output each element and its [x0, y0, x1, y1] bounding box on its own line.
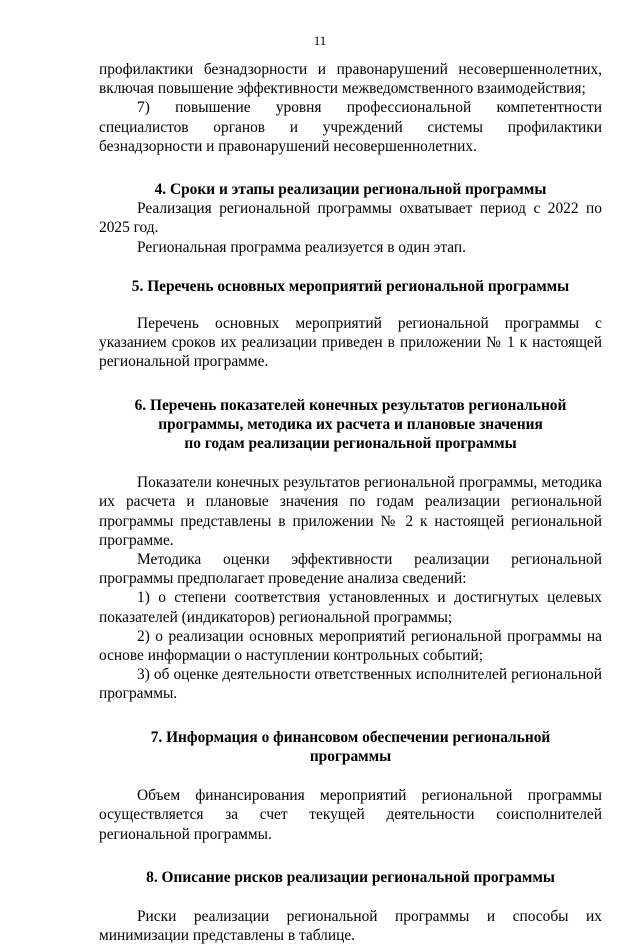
section-6-heading-line: программы, методика их расчета и плановые значения: [158, 415, 543, 433]
section-8-heading: 8. Описание рисков реализации региональной программы: [146, 868, 555, 886]
intro-paragraph: профилактики безнадзорности и правонарушений несовершеннолетних, включая повышение эффективности межведомственного взаимодействия;: [99, 61, 602, 98]
section-6-heading-line: по годам реализации региональной программы: [184, 435, 517, 453]
section-7-heading-line: 7. Информация о финансовом обеспечении региональной: [150, 728, 551, 746]
section-4-paragraph-2: Региональная программа реализуется в один этап.: [137, 238, 466, 256]
section-4-paragraph-1: Реализация региональной программы охватывает период с 2022 по 2025 год.: [99, 200, 602, 237]
section-7-heading: [99, 728, 602, 766]
section-7-heading-line: программы: [309, 747, 392, 765]
section-5-heading: 5. Перечень основных мероприятий региональной программы: [131, 277, 570, 295]
section-6-paragraph-2: Методика оценки эффективности реализации региональной программы предполагает проведение анализа сведений:: [99, 551, 602, 588]
section-6-heading-line: 6. Перечень показателей конечных результатов региональной: [134, 396, 567, 414]
page-content: [99, 60, 602, 945]
section-7-paragraph-1: Объем финансирования мероприятий региональной программы осуществляется за счет текущей деятельности соисполнителей региональной программы.: [99, 787, 602, 843]
section-4-heading: 4. Сроки и этапы реализации региональной программы: [154, 181, 547, 199]
page-number: 11: [313, 33, 327, 48]
section-6-list-item: 1) о степени соответствия установленных и достигнутых целевых показателей (индикаторов) региональной программы;: [99, 589, 602, 626]
section-6-heading: [99, 396, 602, 454]
section-8-paragraph-1: Риски реализации региональной программы и способы их минимизации представлены в таблице.: [99, 907, 602, 945]
section-5-paragraph-1: Перечень основных мероприятий региональной программы с указанием сроков их реализации приведен в приложении № 1 к настоящей региональной программе.: [99, 315, 602, 371]
section-6-list-item: 2) о реализации основных мероприятий региональной программы на основе информации о наступлении контрольных событий;: [99, 627, 602, 665]
intro-item-7: 7) повышение уровня профессиональной компетентности специалистов органов и учреждений системы профилактики безнадзорности и правонарушений несовершеннолетних.: [99, 99, 602, 155]
section-6-paragraph-1: Показатели конечных результатов региональной программы, методика их расчета и плановые значения по годам реализации региональной программы представлены в приложении № 2 к настоящей региональной программе.: [99, 474, 602, 549]
section-6-list-item: 3) об оценке деятельности ответственных исполнителей региональной программы.: [99, 666, 602, 703]
